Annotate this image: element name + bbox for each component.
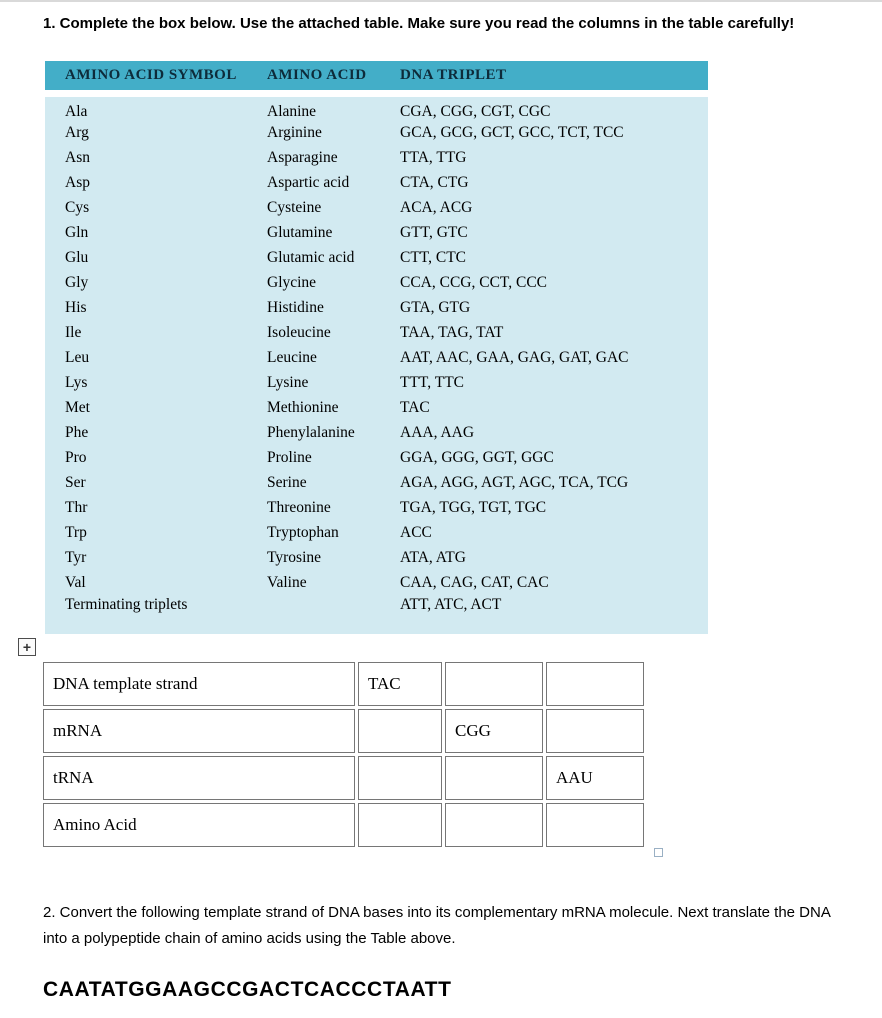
header-amino-acid-symbol: AMINO ACID SYMBOL	[45, 61, 267, 93]
amino-table-row	[45, 571, 708, 596]
table-resize-handle-icon[interactable]	[654, 848, 663, 857]
answer-row-label: tRNA	[43, 756, 355, 800]
answer-table-row	[43, 662, 644, 706]
amino-name-cell: Isoleucine	[267, 321, 400, 346]
answer-cell[interactable]: CGG	[445, 709, 543, 753]
dna-triplet-cell: GTA, GTG	[400, 296, 708, 321]
dna-triplet-cell: CAA, CAG, CAT, CAC	[400, 571, 708, 596]
amino-table-row	[45, 521, 708, 546]
amino-symbol-cell: Lys	[45, 371, 267, 396]
amino-name-cell: Tyrosine	[267, 546, 400, 571]
answer-table-row	[43, 756, 644, 800]
header-amino-acid: AMINO ACID	[267, 61, 400, 93]
dna-triplet-cell: TTT, TTC	[400, 371, 708, 396]
amino-symbol-cell: Gly	[45, 271, 267, 296]
amino-symbol-cell: Cys	[45, 196, 267, 221]
dna-triplet-cell: CCA, CCG, CCT, CCC	[400, 271, 708, 296]
amino-table-row	[45, 221, 708, 246]
answer-cell[interactable]: TAC	[358, 662, 442, 706]
amino-table-row	[45, 346, 708, 371]
dna-triplet-cell: ATA, ATG	[400, 546, 708, 571]
header-dna-triplet: DNA TRIPLET	[400, 61, 708, 93]
amino-table-row	[45, 171, 708, 196]
amino-symbol-cell: Val	[45, 571, 267, 596]
dna-triplet-cell: CGA, CGG, CGT, CGC	[400, 93, 708, 121]
dna-triplet-cell: CTT, CTC	[400, 246, 708, 271]
fill-table-body	[43, 662, 644, 847]
amino-name-cell	[267, 596, 400, 634]
table-move-handle-icon[interactable]	[18, 638, 36, 656]
answer-cell[interactable]	[445, 662, 543, 706]
answer-row-label: mRNA	[43, 709, 355, 753]
amino-table-row	[45, 93, 708, 121]
amino-name-cell: Glutamine	[267, 221, 400, 246]
answer-row-label: DNA template strand	[43, 662, 355, 706]
amino-name-cell: Leucine	[267, 346, 400, 371]
amino-name-cell: Asparagine	[267, 146, 400, 171]
amino-symbol-cell: Thr	[45, 496, 267, 521]
amino-symbol-cell: Ile	[45, 321, 267, 346]
amino-name-cell: Alanine	[267, 93, 400, 121]
amino-name-cell: Threonine	[267, 496, 400, 521]
amino-symbol-cell: His	[45, 296, 267, 321]
amino-symbol-cell: Arg	[45, 121, 267, 146]
amino-name-cell: Arginine	[267, 121, 400, 146]
dna-triplet-cell: ACC	[400, 521, 708, 546]
amino-table-row	[45, 396, 708, 421]
answer-row-label: Amino Acid	[43, 803, 355, 847]
dna-triplet-cell: ATT, ATC, ACT	[400, 596, 708, 634]
amino-table-header	[45, 61, 708, 93]
amino-table-row	[45, 246, 708, 271]
dna-triplet-cell: TAC	[400, 396, 708, 421]
amino-name-cell: Cysteine	[267, 196, 400, 221]
answer-cell[interactable]	[546, 803, 644, 847]
answer-cell[interactable]	[358, 756, 442, 800]
amino-name-cell: Tryptophan	[267, 521, 400, 546]
amino-name-cell: Serine	[267, 471, 400, 496]
amino-symbol-cell: Met	[45, 396, 267, 421]
answer-table	[40, 659, 647, 850]
dna-triplet-cell: TAA, TAG, TAT	[400, 321, 708, 346]
answer-cell[interactable]: AAU	[546, 756, 644, 800]
amino-symbol-cell: Ala	[45, 93, 267, 121]
amino-table-row	[45, 371, 708, 396]
amino-symbol-cell: Ser	[45, 471, 267, 496]
amino-symbol-cell: Glu	[45, 246, 267, 271]
amino-name-cell: Phenylalanine	[267, 421, 400, 446]
amino-name-cell: Glutamic acid	[267, 246, 400, 271]
amino-symbol-cell: Asn	[45, 146, 267, 171]
amino-symbol-cell: Asp	[45, 171, 267, 196]
dna-triplet-cell: AAA, AAG	[400, 421, 708, 446]
answer-cell[interactable]	[445, 803, 543, 847]
dna-triplet-cell: TTA, TTG	[400, 146, 708, 171]
dna-triplet-cell: GCA, GCG, GCT, GCC, TCT, TCC	[400, 121, 708, 146]
answer-table-container	[22, 638, 650, 850]
amino-name-cell: Aspartic acid	[267, 171, 400, 196]
dna-triplet-cell: ACA, ACG	[400, 196, 708, 221]
dna-triplet-cell: AGA, AGG, AGT, AGC, TCA, TCG	[400, 471, 708, 496]
amino-table-row	[45, 121, 708, 146]
dna-triplet-cell: AAT, AAC, GAA, GAG, GAT, GAC	[400, 346, 708, 371]
amino-table-row	[45, 446, 708, 471]
amino-symbol-cell: Trp	[45, 521, 267, 546]
amino-symbol-cell: Terminating triplets	[45, 596, 267, 634]
answer-cell[interactable]	[358, 803, 442, 847]
answer-cell[interactable]	[546, 662, 644, 706]
amino-table-row	[45, 421, 708, 446]
dna-triplet-cell: TGA, TGG, TGT, TGC	[400, 496, 708, 521]
amino-symbol-cell: Leu	[45, 346, 267, 371]
answer-cell[interactable]	[546, 709, 644, 753]
amino-name-cell: Histidine	[267, 296, 400, 321]
amino-name-cell: Methionine	[267, 396, 400, 421]
amino-table-row	[45, 271, 708, 296]
amino-symbol-cell: Phe	[45, 421, 267, 446]
amino-table-body	[45, 93, 708, 634]
dna-triplet-cell: GGA, GGG, GGT, GGC	[400, 446, 708, 471]
amino-symbol-cell: Tyr	[45, 546, 267, 571]
amino-table-row	[45, 146, 708, 171]
amino-table-row	[45, 471, 708, 496]
amino-name-cell: Proline	[267, 446, 400, 471]
amino-table-row	[45, 296, 708, 321]
amino-name-cell: Valine	[267, 571, 400, 596]
amino-table-row	[45, 596, 708, 634]
answer-cell[interactable]	[358, 709, 442, 753]
amino-table-row	[45, 196, 708, 221]
answer-table-row	[43, 803, 644, 847]
amino-name-cell: Glycine	[267, 271, 400, 296]
dna-sequence: CAATATGGAAGCCGACTCACCCTAATT	[43, 977, 452, 1001]
amino-table-row	[45, 546, 708, 571]
amino-symbol-cell: Gln	[45, 221, 267, 246]
amino-symbol-cell: Pro	[45, 446, 267, 471]
amino-name-cell: Lysine	[267, 371, 400, 396]
amino-table-row	[45, 496, 708, 521]
dna-triplet-cell: CTA, CTG	[400, 171, 708, 196]
move-glyph: +	[22, 638, 32, 655]
question-1: 1. Complete the box below. Use the attached table. Make sure you read the columns in the table carefully!	[43, 15, 795, 32]
answer-cell[interactable]	[445, 756, 543, 800]
amino-table-row	[45, 321, 708, 346]
answer-table-row	[43, 709, 644, 753]
amino-acid-table	[45, 61, 708, 634]
dna-triplet-cell: GTT, GTC	[400, 221, 708, 246]
question-2: 2. Convert the following template strand of DNA bases into its complementary mRNA molecule. Next translate the DNA into a polypeptide chain of amino acids using the Table above.	[43, 903, 831, 947]
